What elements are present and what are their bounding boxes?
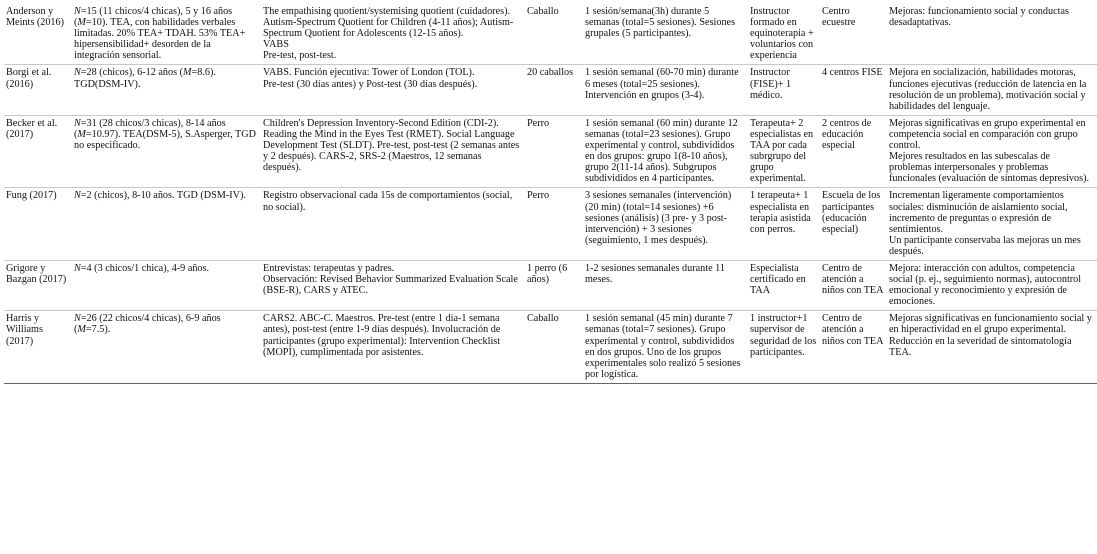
- sessions-text: 1-2 sesiones semanales durante 11 meses.: [585, 262, 725, 286]
- instruments-cell: [261, 188, 525, 261]
- sample-text: =15 (11 chicos/4 chicas), 5 y 16 años (: [74, 6, 233, 29]
- study-reference: Becker et al. (2017): [6, 117, 58, 140]
- sample-cell: [72, 311, 261, 384]
- sample-text: =10). TEA, con habilidades verbales limitadas. 20% TEA+ TDAH. 53% TEA+ hipersensibilidad+ desorden de la integración sensorial.: [74, 17, 246, 62]
- therapist-cell: [748, 311, 820, 384]
- setting-text: Centro de atención a niños con TEA: [822, 262, 884, 297]
- therapist-text: 1 instructor+1 supervisor de seguridad de los participantes.: [750, 313, 817, 358]
- instrument-line: Children's Depression Inventory-Second Edition (CDI-2). Reading the Mind in the Eyes Test (RMET). Social Language Development Test (SLDT). Pre-test, post-test (2 semanas antes y 2 después). CARS-2, SRS-2 (Maestros, 12 semanas después).: [263, 117, 520, 174]
- therapist-text: Especialista certificado en TAA: [750, 262, 806, 297]
- instruments-cell: [261, 260, 525, 310]
- setting-cell: [820, 188, 887, 261]
- results-cell: [887, 311, 1097, 384]
- sessions-text: 1 sesión/semana(3h) durante 5 semanas (total=5 sesiones). Sesiones grupales (5 participantes).: [585, 6, 736, 40]
- sample-symbol: M: [77, 17, 86, 29]
- results-cell: [887, 188, 1097, 261]
- sample-symbol: N: [74, 262, 81, 274]
- studies-table: [4, 4, 1097, 384]
- sample-text: =8.6). TGD(DSM-IV).: [74, 67, 216, 90]
- instrument-line: CARS2. ABC-C. Maestros. Pre-test (entre 1 día-1 semana antes), post-test (entre 1-9 días después). Involucración de participantes (grupo experimental): Intervention Checklist (MOPI), cumplimentada por asistentes.: [263, 313, 501, 358]
- instrument-line: VABS: [263, 39, 289, 51]
- setting-cell: [820, 260, 887, 310]
- sample-symbol: M: [183, 67, 192, 79]
- sample-symbol: N: [74, 117, 81, 129]
- setting-text: 4 centros FISE: [822, 67, 883, 79]
- instrument-line: Pre-test (30 días antes) y Post-test (30 días después).: [263, 78, 478, 90]
- table-row: [4, 65, 1097, 115]
- result-line: Un participante conservaba las mejoras un mes después.: [889, 234, 1081, 257]
- study-cell: [4, 188, 72, 261]
- instruments-cell: [261, 311, 525, 384]
- sample-text: =31 (28 chicos/3 chicas), 8-14 años (: [74, 117, 226, 140]
- instruments-cell: [261, 115, 525, 188]
- result-line: Mejora en socialización, habilidades motoras, funciones ejecutivas (reducción de latencia en la resolución de un problema), motivación social y habilidades del lenguaje.: [889, 67, 1087, 112]
- animal-cell: [525, 311, 583, 384]
- result-line: Mejoras: funcionamiento social y conductas desadaptativas.: [889, 6, 1069, 29]
- study-reference: Borgi et al. (2016): [6, 67, 52, 90]
- therapist-cell: [748, 65, 820, 115]
- sample-text: =26 (22 chicos/4 chicas), 6-9 años (: [74, 313, 221, 336]
- setting-text: 2 centros de educación especial: [822, 117, 872, 152]
- table-row: [4, 260, 1097, 310]
- animal-cell: [525, 115, 583, 188]
- result-line: Mejores resultados en las subescalas de problemas interpersonales y problemas funcionales (evaluación de síntomas depresivos).: [889, 151, 1090, 185]
- table-row: [4, 311, 1097, 384]
- table-row: [4, 4, 1097, 65]
- therapist-cell: [748, 4, 820, 65]
- animal-text: Caballo: [527, 313, 559, 325]
- sample-symbol: N: [74, 67, 81, 79]
- therapist-text: Instructor (FISE)+ 1 médico.: [750, 67, 792, 101]
- sample-symbol: N: [74, 313, 81, 325]
- study-cell: [4, 4, 72, 65]
- instrument-line: Registro observacional cada 15s de comportamientos (social, no social).: [263, 190, 513, 213]
- study-cell: [4, 115, 72, 188]
- sample-cell: [72, 260, 261, 310]
- sessions-cell: [583, 311, 748, 384]
- sample-symbol: N: [74, 190, 81, 202]
- animal-text: 1 perro (6 años): [527, 262, 568, 286]
- study-reference: Harris y Williams (2017): [6, 313, 43, 347]
- animal-cell: [525, 65, 583, 115]
- animal-cell: [525, 260, 583, 310]
- animal-text: 20 caballos: [527, 67, 574, 79]
- setting-text: Centro de atención a niños con TEA: [822, 313, 884, 347]
- sample-text: =10.97). TEA(DSM-5), S.Asperger, TGD no especificado.: [74, 128, 256, 152]
- sessions-cell: [583, 115, 748, 188]
- therapist-cell: [748, 115, 820, 188]
- results-cell: [887, 115, 1097, 188]
- result-line: Mejoras significativas en grupo experimental en competencia social en comparación con grupo control.: [889, 117, 1086, 152]
- setting-cell: [820, 65, 887, 115]
- study-cell: [4, 311, 72, 384]
- result-line: Reducción en la severidad de sintomatología TEA.: [889, 335, 1072, 358]
- study-cell: [4, 260, 72, 310]
- study-cell: [4, 65, 72, 115]
- sample-text: =7.5).: [85, 324, 111, 336]
- results-cell: [887, 4, 1097, 65]
- result-line: Incrementan ligeramente comportamientos sociales: disminución de aislamiento social, incremento de preguntas o expresión de sentimientos.: [889, 190, 1068, 235]
- sample-text: =28 (chicos), 6-12 años (: [80, 67, 184, 79]
- therapist-text: Terapeuta+ 2 especialistas en TAA por cada subrgrupo del grupo experimental.: [750, 117, 814, 185]
- instrument-line: Entrevistas: terapeutas y padres.: [263, 262, 395, 274]
- setting-text: Escuela de los participantes (educación especial): [822, 190, 881, 235]
- animal-cell: [525, 188, 583, 261]
- sample-cell: [72, 4, 261, 65]
- sample-text: =4 (3 chicos/1 chica), 4-9 años.: [80, 262, 210, 274]
- sessions-text: 1 sesión semanal (45 min) durante 7 semanas (total=7 sesiones). Grupo experimental y control, subdivididos en dos grupos. Uno de los grupos experimentales solo realizó 5 sesiones por logística.: [585, 313, 741, 380]
- instrument-line: Pre-test, post-test.: [263, 50, 337, 62]
- results-cell: [887, 65, 1097, 115]
- therapist-cell: [748, 188, 820, 261]
- instruments-cell: [261, 65, 525, 115]
- sample-symbol: M: [77, 128, 86, 140]
- sessions-text: 3 sesiones semanales (intervención) (20 min) (total=14 sesiones) +6 sesiones (análisis) (3 pre- y 3 post-intervención) + 3 sesiones (seguimiento, 1 mes después).: [585, 190, 732, 246]
- animal-text: Perro: [527, 117, 550, 129]
- therapist-text: 1 terapeuta+ 1 especialista en terapia asistida con perros.: [750, 190, 811, 235]
- study-reference: Fung (2017): [6, 190, 57, 202]
- animal-cell: [525, 4, 583, 65]
- sessions-cell: [583, 4, 748, 65]
- setting-cell: [820, 311, 887, 384]
- sessions-text: 1 sesión semanal (60-70 min) durante 6 meses (total=25 sesiones). Intervención en grupos (3-4).: [585, 67, 739, 101]
- instrument-line: VABS. Función ejecutiva: Tower of London (TOL).: [263, 67, 475, 79]
- setting-text: Centro ecuestre: [822, 6, 856, 29]
- table-row: [4, 115, 1097, 188]
- sample-cell: [72, 65, 261, 115]
- setting-cell: [820, 115, 887, 188]
- table-row: [4, 188, 1097, 261]
- sessions-cell: [583, 260, 748, 310]
- sample-text: =2 (chicos), 8-10 años. TGD (DSM-IV).: [80, 190, 246, 202]
- study-reference: Anderson y Meints (2016): [6, 6, 65, 29]
- result-line: Mejoras significativas en funcionamiento social y en hiperactividad en el grupo experimental.: [889, 313, 1092, 336]
- animal-text: Perro: [527, 190, 550, 202]
- sessions-text: 1 sesión semanal (60 min) durante 12 semanas (total=23 sesiones). Grupo experimental y control, subdivididos en dos grupos: grupo 1(8-10 años), grupo 2(11-14 años). Subgrupos subdivididos en 4 participantes.: [585, 117, 738, 185]
- result-line: Mejora: interacción con adultos, competencia social (p. ej., seguimiento normas), autocontrol emocional y reconocimiento y expresión de emociones.: [889, 262, 1082, 308]
- animal-text: Caballo: [527, 6, 559, 17]
- instrument-line: The empathising quotient/systemising quotient (cuidadores). Autism-Spectrum Quotient for Children (4-11 años); Autism-Spectrum Quotient for Adolescents (12-15 años).: [263, 6, 514, 40]
- sample-symbol: N: [74, 6, 81, 17]
- sessions-cell: [583, 65, 748, 115]
- setting-cell: [820, 4, 887, 65]
- therapist-text: Instructor formado en equinoterapia + voluntarios con experiencia: [750, 6, 814, 62]
- study-reference: Grigore y Bazgan (2017): [6, 262, 67, 286]
- instruments-cell: [261, 4, 525, 65]
- sample-cell: [72, 115, 261, 188]
- sample-cell: [72, 188, 261, 261]
- therapist-cell: [748, 260, 820, 310]
- studies-table-body: [4, 4, 1097, 383]
- results-cell: [887, 260, 1097, 310]
- sessions-cell: [583, 188, 748, 261]
- sample-symbol: M: [77, 324, 86, 336]
- instrument-line: Observación: Revised Behavior Summarized Evaluation Scale (BSE-R), CARS y ATEC.: [263, 274, 518, 297]
